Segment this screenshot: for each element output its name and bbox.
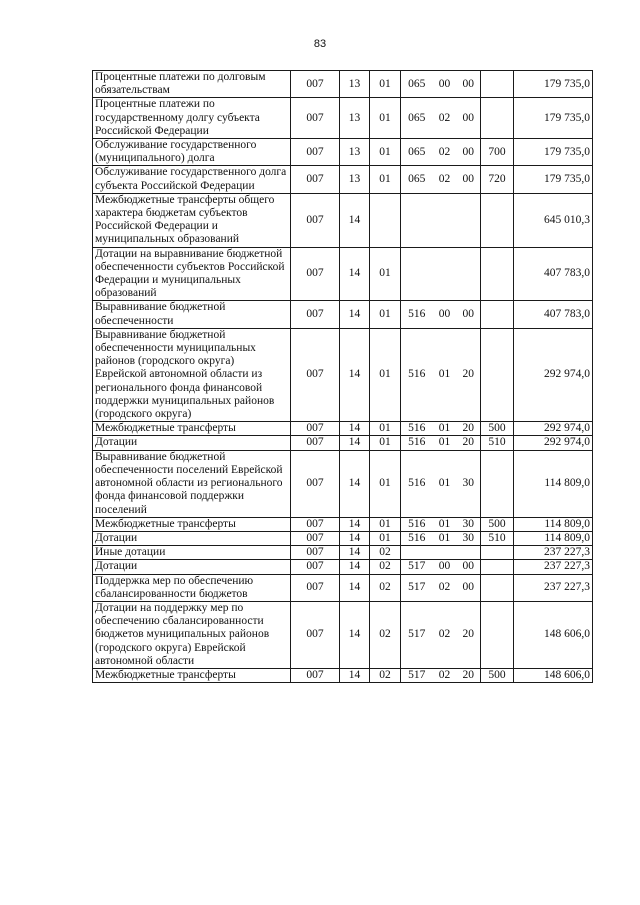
target-article-code-2-cell: 02 [433,139,457,166]
section-code-cell: 14 [340,531,370,545]
row-name-cell: Дотации [93,436,291,450]
row-name-cell: Межбюджетные трансферты общего характера бюджетам субъектов Российской Федерации и муниципальных образований [93,193,291,247]
target-article-code-1-cell: 516 [401,301,433,328]
ministry-code-cell: 007 [291,517,340,531]
table-row [93,301,593,328]
section-code-cell: 14 [340,601,370,668]
target-article-code-1-cell: 516 [401,450,433,517]
target-article-code-2-cell: 02 [433,574,457,601]
expense-type-code-cell: 500 [481,422,514,436]
target-article-code-3-cell: 30 [457,531,481,545]
subsection-code-cell [370,193,401,247]
section-code-cell: 14 [340,422,370,436]
subsection-code-cell: 02 [370,601,401,668]
row-name-cell: Дотации [93,531,291,545]
ministry-code-cell: 007 [291,560,340,574]
subsection-code-cell: 01 [370,450,401,517]
subsection-code-cell: 02 [370,668,401,682]
expense-type-code-cell [481,546,514,560]
ministry-code-cell: 007 [291,139,340,166]
expense-type-code-cell [481,574,514,601]
subsection-code-cell: 01 [370,328,401,421]
subsection-code-cell: 01 [370,247,401,301]
expense-type-code-cell [481,560,514,574]
target-article-code-2-cell: 02 [433,166,457,193]
target-article-code-2-cell: 01 [433,422,457,436]
row-name-cell: Межбюджетные трансферты [93,668,291,682]
row-name-cell: Выравнивание бюджетной обеспеченности поселений Еврейской автономной области из регионального фонда финансовой поддержки поселений [93,450,291,517]
row-name-cell: Обслуживание государственного долга субъекта Российской Федерации [93,166,291,193]
table-body [93,71,593,683]
section-code-cell: 14 [340,517,370,531]
ministry-code-cell: 007 [291,422,340,436]
ministry-code-cell: 007 [291,574,340,601]
table-row [93,517,593,531]
row-name-cell: Процентные платежи по долговым обязательствам [93,71,291,98]
target-article-code-2-cell: 00 [433,71,457,98]
section-code-cell: 14 [340,450,370,517]
target-article-code-3-cell: 00 [457,301,481,328]
ministry-code-cell: 007 [291,546,340,560]
table-row [93,139,593,166]
target-article-code-1-cell: 516 [401,436,433,450]
target-article-code-3-cell: 20 [457,422,481,436]
target-article-code-3-cell: 00 [457,139,481,166]
target-article-code-2-cell: 01 [433,450,457,517]
ministry-code-cell: 007 [291,166,340,193]
target-article-code-2-cell: 01 [433,436,457,450]
budget-table [92,70,593,683]
section-code-cell: 14 [340,436,370,450]
table-row [93,574,593,601]
target-article-code-2-cell: 02 [433,668,457,682]
section-code-cell: 13 [340,139,370,166]
amount-cell: 114 809,0 [514,531,593,545]
target-article-code-1-cell: 516 [401,328,433,421]
target-article-code-1-cell [401,546,433,560]
row-name-cell: Выравнивание бюджетной обеспеченности муниципальных районов (городского округа) Еврейской автономной области из регионального фонда финансовой поддержки муниципальных районов (городского округа) [93,328,291,421]
subsection-code-cell: 02 [370,574,401,601]
amount-cell: 237 227,3 [514,574,593,601]
subsection-code-cell: 01 [370,301,401,328]
section-code-cell: 14 [340,574,370,601]
subsection-code-cell: 01 [370,166,401,193]
amount-cell: 407 783,0 [514,247,593,301]
section-code-cell: 14 [340,301,370,328]
expense-type-code-cell [481,98,514,139]
target-article-code-1-cell: 516 [401,531,433,545]
section-code-cell: 14 [340,328,370,421]
expense-type-code-cell [481,193,514,247]
target-article-code-1-cell: 065 [401,98,433,139]
table-row [93,601,593,668]
amount-cell: 645 010,3 [514,193,593,247]
section-code-cell: 14 [340,193,370,247]
target-article-code-2-cell [433,546,457,560]
ministry-code-cell: 007 [291,531,340,545]
amount-cell: 179 735,0 [514,98,593,139]
ministry-code-cell: 007 [291,193,340,247]
target-article-code-1-cell: 517 [401,560,433,574]
subsection-code-cell: 01 [370,422,401,436]
target-article-code-3-cell: 20 [457,328,481,421]
subsection-code-cell: 01 [370,436,401,450]
target-article-code-3-cell [457,247,481,301]
target-article-code-3-cell: 00 [457,574,481,601]
section-code-cell: 14 [340,546,370,560]
amount-cell: 114 809,0 [514,450,593,517]
table-row [93,560,593,574]
section-code-cell: 13 [340,166,370,193]
page-number: 83 [313,38,327,50]
subsection-code-cell: 01 [370,531,401,545]
target-article-code-1-cell: 516 [401,422,433,436]
row-name-cell: Межбюджетные трансферты [93,422,291,436]
row-name-cell: Межбюджетные трансферты [93,517,291,531]
amount-cell: 292 974,0 [514,328,593,421]
target-article-code-1-cell: 065 [401,139,433,166]
ministry-code-cell: 007 [291,436,340,450]
target-article-code-2-cell [433,193,457,247]
target-article-code-2-cell [433,247,457,301]
target-article-code-3-cell: 00 [457,560,481,574]
table-row [93,450,593,517]
table-row [93,247,593,301]
row-name-cell: Дотации на поддержку мер по обеспечению сбалансированности бюджетов муниципальных районов (городского округа) Еврейской автономной области [93,601,291,668]
amount-cell: 292 974,0 [514,436,593,450]
target-article-code-3-cell: 20 [457,601,481,668]
expense-type-code-cell: 500 [481,668,514,682]
table-row [93,98,593,139]
target-article-code-1-cell: 065 [401,166,433,193]
expense-type-code-cell [481,328,514,421]
expense-type-code-cell: 720 [481,166,514,193]
target-article-code-3-cell: 20 [457,668,481,682]
ministry-code-cell: 007 [291,601,340,668]
target-article-code-1-cell: 517 [401,574,433,601]
target-article-code-2-cell: 01 [433,328,457,421]
target-article-code-2-cell: 00 [433,560,457,574]
target-article-code-3-cell: 30 [457,517,481,531]
table-row [93,422,593,436]
target-article-code-3-cell [457,193,481,247]
ministry-code-cell: 007 [291,668,340,682]
row-name-cell: Дотации [93,560,291,574]
amount-cell: 237 227,3 [514,546,593,560]
target-article-code-3-cell: 00 [457,71,481,98]
row-name-cell: Иные дотации [93,546,291,560]
target-article-code-2-cell: 00 [433,301,457,328]
target-article-code-1-cell [401,247,433,301]
table-row [93,166,593,193]
target-article-code-3-cell: 00 [457,98,481,139]
ministry-code-cell: 007 [291,450,340,517]
target-article-code-3-cell: 30 [457,450,481,517]
target-article-code-3-cell [457,546,481,560]
table-row [93,436,593,450]
target-article-code-2-cell: 02 [433,98,457,139]
target-article-code-1-cell: 517 [401,601,433,668]
expense-type-code-cell [481,301,514,328]
section-code-cell: 13 [340,71,370,98]
expense-type-code-cell: 510 [481,531,514,545]
section-code-cell: 14 [340,560,370,574]
subsection-code-cell: 02 [370,546,401,560]
subsection-code-cell: 01 [370,139,401,166]
table-row [93,71,593,98]
ministry-code-cell: 007 [291,71,340,98]
section-code-cell: 14 [340,247,370,301]
subsection-code-cell: 02 [370,560,401,574]
expense-type-code-cell [481,450,514,517]
subsection-code-cell: 01 [370,71,401,98]
expense-type-code-cell: 500 [481,517,514,531]
target-article-code-1-cell: 517 [401,668,433,682]
expense-type-code-cell: 510 [481,436,514,450]
amount-cell: 237 227,3 [514,560,593,574]
target-article-code-2-cell: 02 [433,601,457,668]
expense-type-code-cell: 700 [481,139,514,166]
section-code-cell: 14 [340,668,370,682]
section-code-cell: 13 [340,98,370,139]
table-row [93,531,593,545]
amount-cell: 114 809,0 [514,517,593,531]
row-name-cell: Дотации на выравнивание бюджетной обеспеченности субъектов Российской Федерации и муниципальных образований [93,247,291,301]
amount-cell: 407 783,0 [514,301,593,328]
expense-type-code-cell [481,247,514,301]
target-article-code-2-cell: 01 [433,531,457,545]
amount-cell: 148 606,0 [514,601,593,668]
subsection-code-cell: 01 [370,517,401,531]
table-row [93,193,593,247]
target-article-code-1-cell: 065 [401,71,433,98]
ministry-code-cell: 007 [291,98,340,139]
table-row [93,546,593,560]
ministry-code-cell: 007 [291,328,340,421]
amount-cell: 179 735,0 [514,71,593,98]
row-name-cell: Процентные платежи по государственному долгу субъекта Российской Федерации [93,98,291,139]
amount-cell: 179 735,0 [514,139,593,166]
amount-cell: 179 735,0 [514,166,593,193]
target-article-code-2-cell: 01 [433,517,457,531]
target-article-code-1-cell: 516 [401,517,433,531]
target-article-code-3-cell: 00 [457,166,481,193]
expense-type-code-cell [481,601,514,668]
target-article-code-1-cell [401,193,433,247]
ministry-code-cell: 007 [291,247,340,301]
row-name-cell: Выравнивание бюджетной обеспеченности [93,301,291,328]
expense-type-code-cell [481,71,514,98]
table-row [93,328,593,421]
target-article-code-3-cell: 20 [457,436,481,450]
amount-cell: 292 974,0 [514,422,593,436]
amount-cell: 148 606,0 [514,668,593,682]
row-name-cell: Поддержка мер по обеспечению сбалансированности бюджетов [93,574,291,601]
row-name-cell: Обслуживание государственного (муниципального) долга [93,139,291,166]
ministry-code-cell: 007 [291,301,340,328]
subsection-code-cell: 01 [370,98,401,139]
table-row [93,668,593,682]
